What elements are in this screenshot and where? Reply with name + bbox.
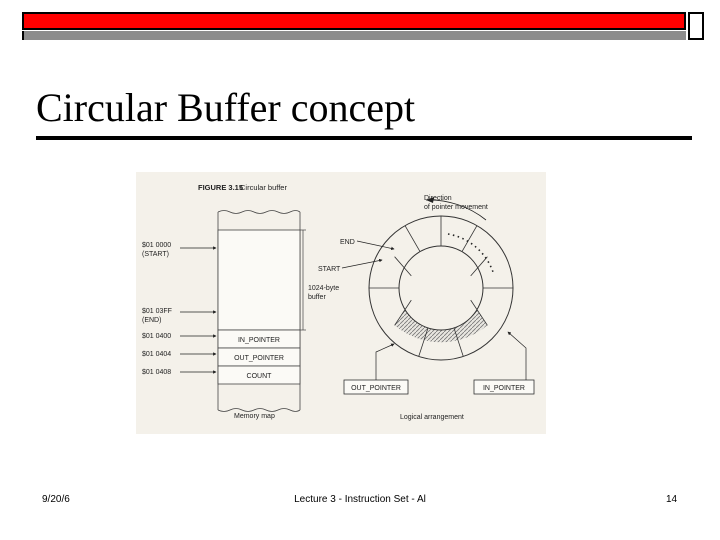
addr-in-label: $01 0400: [142, 333, 172, 340]
title-underline: [36, 136, 692, 140]
figure-caption-label: FIGURE 3.15: [198, 183, 244, 192]
addr-start-line1: $01 0000: [142, 242, 172, 249]
slide-title: Circular Buffer concept: [36, 85, 416, 130]
buffer-region: [218, 230, 300, 330]
logical-arrangement-label: Logical arrangement: [400, 414, 464, 421]
buffer-size-line1: 1024-byte: [308, 285, 340, 292]
memory-map-top-break: [218, 211, 300, 214]
addr-end-line2: (END): [142, 317, 162, 324]
ring-end-arrow: [357, 241, 394, 249]
footer-date: 9/20/6: [42, 494, 70, 505]
ring-end-label: END: [340, 239, 355, 246]
footer-title: Lecture 3 - Instruction Set - Al: [294, 494, 426, 505]
memory-map-bottom-break: [218, 409, 300, 412]
addr-out-label: $01 0404: [142, 351, 172, 358]
figure-diagram: [136, 172, 546, 434]
in-pointer-cell-label: IN_POINTER: [237, 337, 281, 344]
in-pointer-arrow: [508, 332, 526, 380]
direction-label-line2: of pointer movement: [424, 204, 488, 211]
header-gray-bar: [22, 31, 686, 40]
figure-caption-text: Circular buffer: [240, 183, 287, 192]
buffer-size-line2: buffer: [308, 294, 326, 301]
page-number: 14: [666, 494, 678, 505]
out-pointer-cell-label: OUT_POINTER: [234, 355, 284, 362]
circular-buffer-figure: [136, 172, 546, 434]
header-red-bar: [22, 12, 686, 30]
ring-start-arrow: [342, 260, 382, 268]
ring-inner-circle: [399, 246, 483, 330]
out-pointer-arrow: [376, 344, 394, 380]
out-pointer-box-label: OUT_POINTER: [351, 385, 401, 392]
addr-start-line2: (START): [142, 251, 169, 258]
header-corner-square: [688, 12, 704, 40]
ring-start-label: START: [318, 266, 341, 273]
count-cell-label: COUNT: [246, 373, 272, 380]
direction-label-line1: Direction: [424, 195, 452, 202]
in-pointer-box-label: IN_POINTER: [482, 385, 526, 392]
addr-count-label: $01 0408: [142, 369, 172, 376]
ring-diagram: [369, 197, 513, 360]
memory-map-label: Memory map: [234, 413, 275, 420]
addr-end-line1: $01 03FF: [142, 308, 172, 315]
